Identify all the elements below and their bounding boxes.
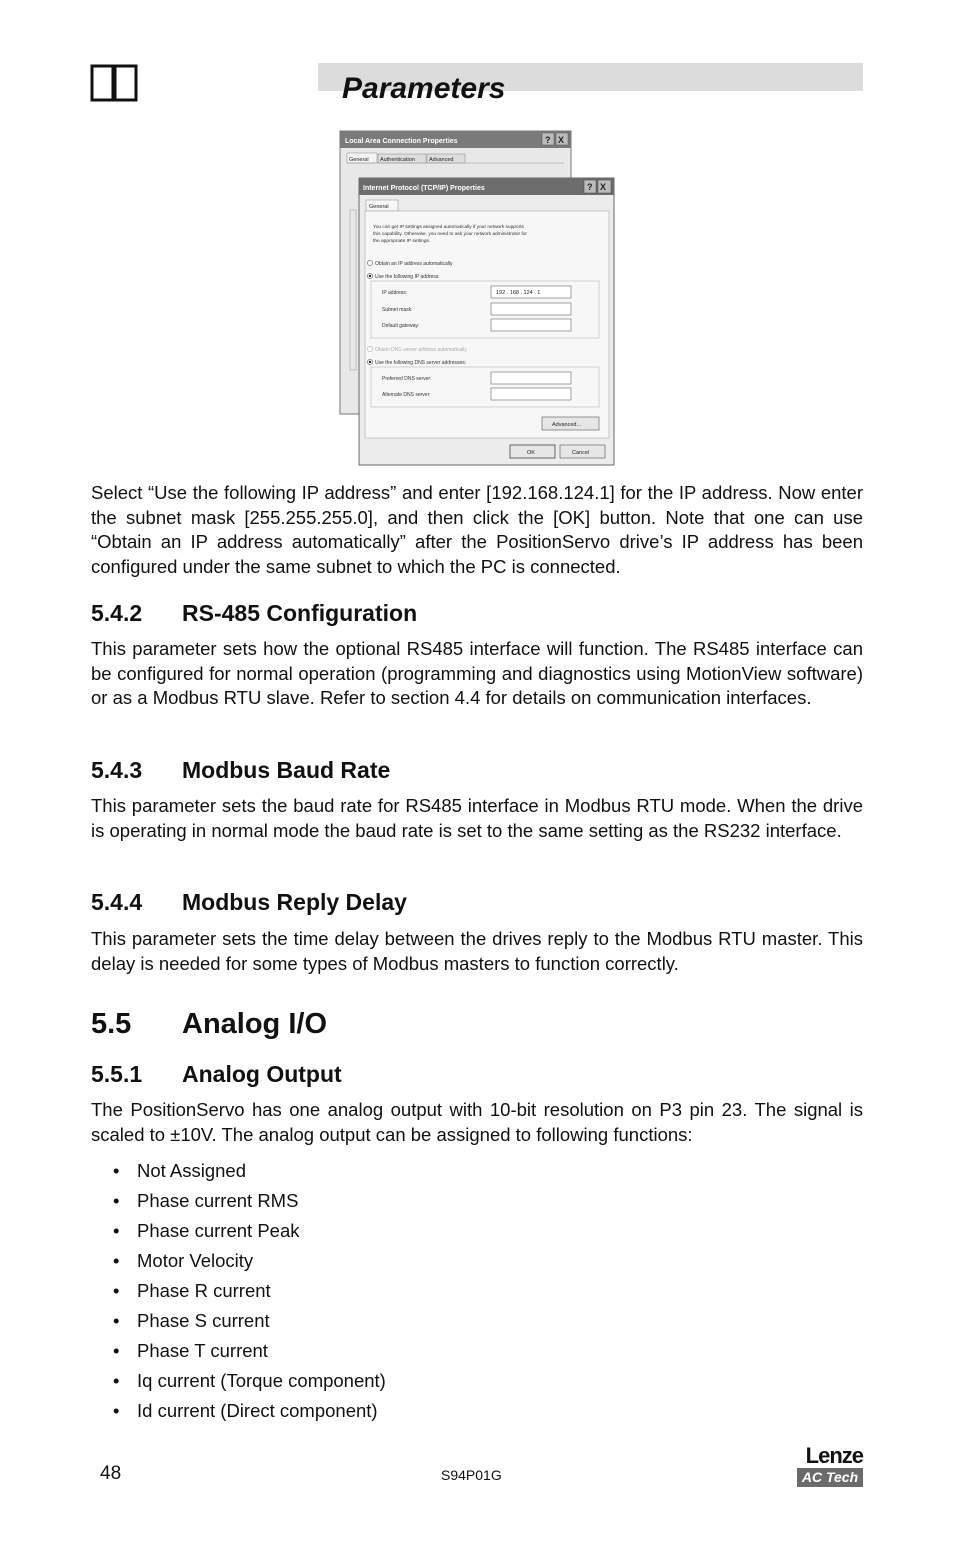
document-id: S94P01G <box>441 1467 502 1483</box>
ip-address-value: 192 . 168 . 124 . 1 <box>496 290 541 296</box>
back-tab-general[interactable]: General <box>349 157 369 163</box>
back-tab-authentication[interactable]: Authentication <box>380 157 415 163</box>
preferred-dns-label: Preferred DNS server: <box>382 376 432 382</box>
obtain-auto-radio[interactable] <box>367 260 372 265</box>
front-help-icon[interactable]: ? <box>587 182 593 192</box>
advanced-button-label: Advanced... <box>552 422 582 428</box>
alternate-dns-label: Alternate DNS server: <box>382 392 431 398</box>
alternate-dns-field[interactable] <box>491 388 571 400</box>
heading-5-5-1 <box>91 1061 342 1088</box>
list-item: • Id current (Direct component) <box>113 1398 386 1428</box>
dns-auto-radio[interactable] <box>367 346 372 351</box>
list-item: • Not Assigned <box>113 1158 386 1188</box>
intro-line-3: the appropriate IP settings. <box>373 239 431 244</box>
intro-line-2: this capability. Otherwise, you need to ask your network administrator for <box>373 232 528 237</box>
front-window-title: Internet Protocol (TCP/IP) Properties <box>363 185 485 192</box>
list-item: • Phase current Peak <box>113 1218 386 1248</box>
intro-line-1: You can get IP settings assigned automatically if your network supports <box>373 225 524 230</box>
heading-5-4-2-title: RS-485 Configuration <box>182 600 418 626</box>
intro-paragraph: Select “Use the following IP address” and enter [192.168.124.1] for the IP address. Now enter the subnet mask [255.255.255.0], and then click the [OK] button. Note that one can use “Obtain an IP address automatically” after the PositionServo drive’s IP address has been configured under the same subnet to which the PC is connected. <box>91 482 863 577</box>
obtain-auto-label: Obtain an IP address automatically <box>375 261 453 267</box>
subnet-label: Subnet mask: <box>382 307 413 313</box>
heading-5-4-2 <box>91 600 417 627</box>
preferred-dns-field[interactable] <box>491 372 571 384</box>
heading-5-4-3-number: 5.4.3 <box>91 757 143 783</box>
heading-5-4-4 <box>91 889 407 916</box>
back-help-icon[interactable]: ? <box>545 135 551 145</box>
heading-5-4-4-number: 5.4.4 <box>91 889 143 915</box>
heading-5-5-number: 5.5 <box>91 1008 132 1040</box>
list-item: • Iq current (Torque component) <box>113 1368 386 1398</box>
dns-auto-label: Obtain DNS server address automatically <box>375 347 467 353</box>
logo-lenze-text: Lenze <box>805 1443 863 1468</box>
heading-5-4-2-number: 5.4.2 <box>91 600 143 626</box>
dns-use-label: Use the following DNS server addresses: <box>375 360 467 366</box>
heading-5-4-3 <box>91 757 390 784</box>
list-item: • Motor Velocity <box>113 1248 386 1278</box>
page-section-title: Parameters <box>342 72 506 105</box>
front-close-icon[interactable]: X <box>600 182 607 192</box>
back-close-icon[interactable]: X <box>558 135 565 145</box>
gateway-field[interactable] <box>491 319 571 331</box>
reply-delay-paragraph: This parameter sets the time delay between the drives reply to the Modbus RTU master. This delay is needed for some types of Modbus masters to function correctly. <box>91 928 863 974</box>
heading-5-5-1-title: Analog Output <box>182 1061 342 1087</box>
subnet-field[interactable] <box>491 303 571 315</box>
front-tab-general[interactable]: General <box>369 204 389 210</box>
heading-5-5 <box>91 1008 327 1041</box>
list-item: • Phase T current <box>113 1338 386 1368</box>
list-item: • Phase S current <box>113 1308 386 1338</box>
use-following-label: Use the following IP address: <box>375 274 440 280</box>
heading-5-4-4-title: Modbus Reply Delay <box>182 889 407 915</box>
rs485-paragraph: This parameter sets how the optional RS485 interface will function. The RS485 interface can be configured for normal operation (programming and diagnostics using MotionView software) or as a Modbus RTU slave. Refer to section 4.4 for details on communication interfaces. <box>91 638 863 708</box>
heading-5-4-3-title: Modbus Baud Rate <box>182 757 391 783</box>
gateway-label: Default gateway: <box>382 323 420 329</box>
cancel-button-label: Cancel <box>572 450 590 456</box>
back-window-title: Local Area Connection Properties <box>345 138 458 145</box>
heading-5-5-1-number: 5.5.1 <box>91 1061 143 1087</box>
lenze-actech-logo <box>797 1445 863 1489</box>
baud-rate-paragraph: This parameter sets the baud rate for RS485 interface in Modbus RTU mode. When the drive is operating in normal mode the baud rate is set to the same setting as the RS232 interface. <box>91 795 863 841</box>
book-icon <box>90 62 138 104</box>
list-item: • Phase current RMS <box>113 1188 386 1218</box>
ok-button-label: OK <box>527 450 535 456</box>
list-item: • Phase R current <box>113 1278 386 1308</box>
heading-5-5-title: Analog I/O <box>182 1008 327 1040</box>
ip-address-label: IP address: <box>382 290 408 296</box>
tcpip-dialog-screenshot <box>339 130 615 466</box>
analog-output-function-list <box>113 1158 386 1428</box>
page-number: 48 <box>100 1463 122 1484</box>
analog-output-paragraph: The PositionServo has one analog output with 10-bit resolution on P3 pin 23. The signal is scaled to ±10V. The analog output can be assigned to following functions: <box>91 1099 863 1145</box>
logo-actech-text: AC Tech <box>797 1468 863 1487</box>
back-tab-advanced[interactable]: Advanced <box>429 157 454 163</box>
